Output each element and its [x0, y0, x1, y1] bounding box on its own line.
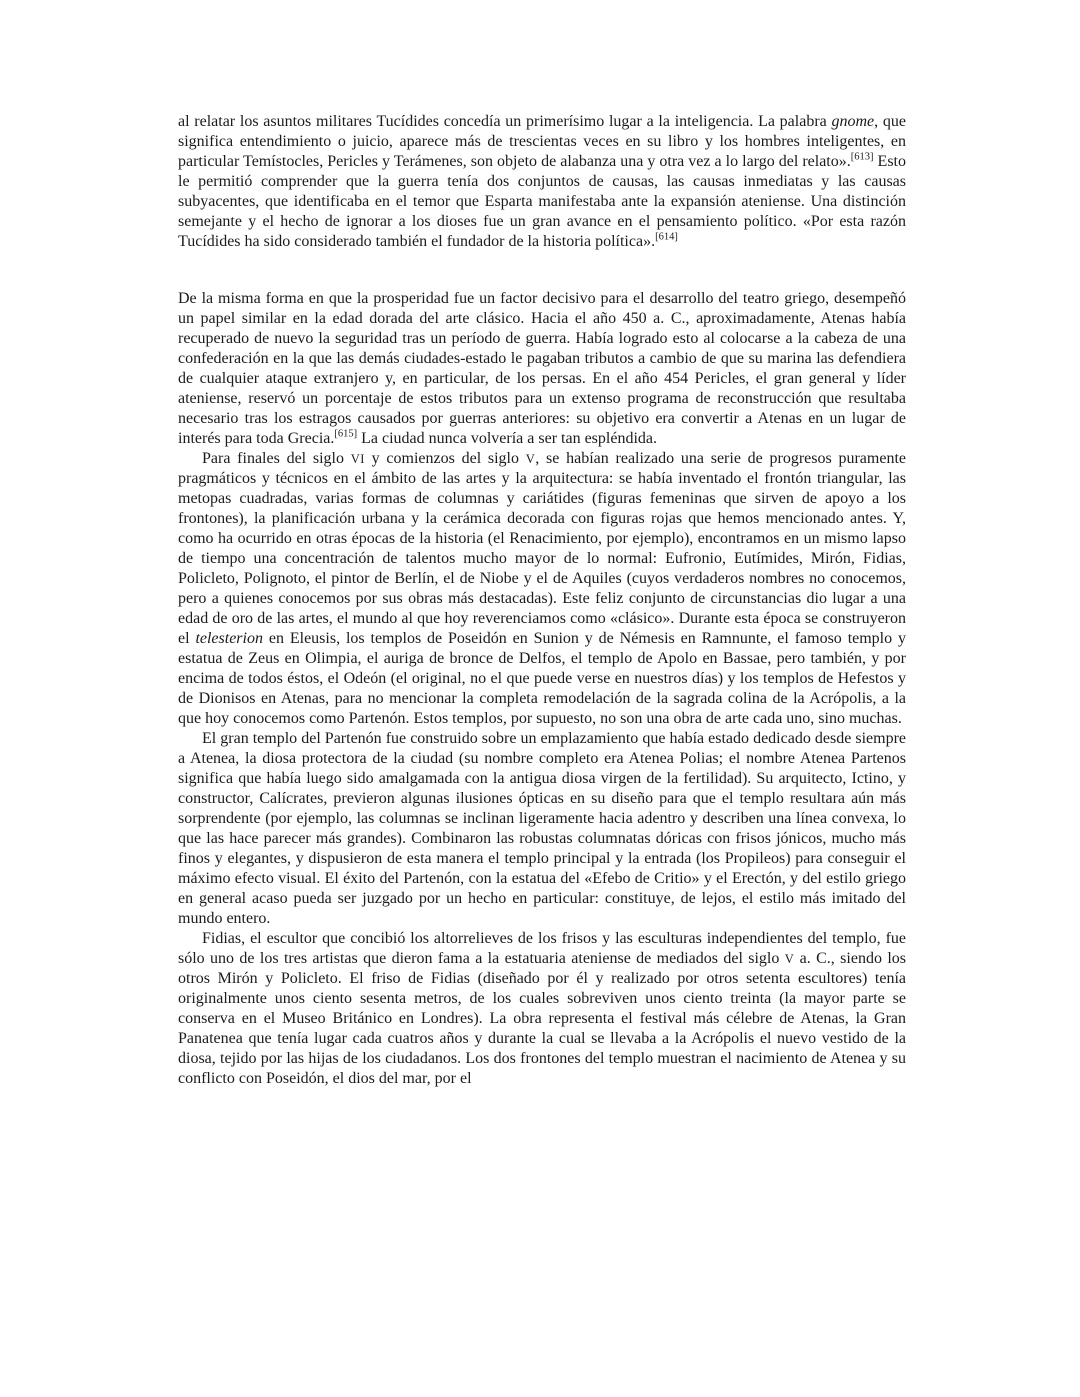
paragraph: [178, 449, 906, 729]
footnote-ref[interactable]: [615]: [334, 428, 358, 440]
footnote-ref[interactable]: [613]: [850, 151, 874, 163]
footnote-ref[interactable]: [614]: [655, 231, 678, 243]
text-run: De la misma forma en que la prosperidad fue un factor decisivo para el desarrollo del teatro griego, desempeñó un papel similar en la edad dorada del arte clásico. Hacia el año 450 a. C., aproximadamente, Atenas había recuperado de nuevo la seguridad tras un período de guerra. Había logrado esto al colocarse a la cabeza de una confederación en la que las demás ciudades-estado le pagaban tributos a cambio de que su marina las defendiera de cualquier ataque extranjero y, en particular, de los persas. En el año 454 Pericles, el gran general y líder ateniense, reservó un porcentaje de estos tributos para un extenso programa de reconstrucción que resultaba necesario tras los estragos causados por guerras anteriores: su objetivo era convertir a Atenas en un lugar de interés para toda Grecia.: [178, 290, 906, 447]
document-body: [178, 112, 906, 1089]
text-run: Fidias, el escultor que concibió los altorrelieves de los frisos y las esculturas independientes del templo, fue sólo uno de los tres artistas que dieron fama a la estatuaria ateniense de mediados del siglo: [178, 930, 906, 967]
text-run: al relatar los asuntos militares Tucídides concedía un primerísimo lugar a la inteligencia. La palabra: [178, 113, 832, 130]
text-run: , que significa entendimiento o juicio, aparece más de trescientas veces en su libro y los hombres inteligentes, en particular Temístocles, Pericles y Terámenes, son objeto de alabanza una y otra vez a lo largo del relato».: [178, 113, 906, 170]
text-run: Esto le permitió comprender que la guerra tenía dos conjuntos de causas, las causas inmediatas y las causas subyacentes, que identificaba en el temor que Esparta manifestaba ante la expansión ateniense. Una distinción semejante y el hecho de ignorar a los dioses fue un gran avance en el pensamiento político. «Por esta razón Tucídides ha sido considerado también el fundador de la historia política».: [178, 153, 906, 250]
paragraph: [178, 112, 906, 252]
roman-numeral: V: [784, 952, 795, 966]
italic-term: gnome: [831, 113, 875, 130]
text-run: , se habían realizado una serie de progresos puramente pragmáticos y técnicos en el ámbito de las artes y la arquitectura: se había inventado el frontón triangular, las metopas cuadradas, varias formas de columnas y cariátides (figuras femeninas que sirven de apoyo a los frontones), la planificación urbana y la cerámica decorada con figuras rojas que hemos mencionado antes. Y, como ha ocurrido en otras épocas de la historia (el Renacimiento, por ejemplo), encontramos en un mismo lapso de tiempo una concentración de talentos mucho mayor de lo normal: Eufronio, Eutímides, Mirón, Fidias, Policleto, Polignoto, el pintor de Berlín, el de Niobe y el de Aquiles (cuyos verdaderos nombres no conocemos, pero a quienes conocemos por sus obras más destacadas). Este feliz conjunto de circunstancias dio lugar a una edad de oro de las artes, el mundo al que hoy reverenciamos como «clásico». Durante esta época se construyeron el: [178, 450, 907, 647]
text-run: El gran templo del Partenón fue construido sobre un emplazamiento que había estado dedicado desde siempre a Atenea, la diosa protectora de la ciudad (su nombre completo era Atenea Polias; el nombre Atenea Partenos significa que había luego sido amalgamada con la antigua diosa virgen de la fertilidad). Su arquitecto, Ictino, y constructor, Calícrates, previeron algunas ilusiones ópticas en su diseño para que el templo resultara aún más sorprendente (por ejemplo, las columnas se inclinan ligeramente hacia adentro y describen una línea convexa, lo que las hace parecer más grandes). Combinaron las robustas columnatas dóricas con frisos jónicos, mucho más finos y elegantes, y dispusieron de esta manera el templo principal y la entrada (los Propileos) para conseguir el máximo efecto visual. El éxito del Partenón, con la estatua del «Efebo de Critio» y el Erectón, y del estilo griego en general acaso pueda ser juzgado por un hecho en particular: constituye, de lejos, el estilo más imitado del mundo entero.: [178, 730, 906, 927]
text-run: La ciudad nunca volvería a ser tan espléndida.: [357, 430, 657, 447]
text-run: en Eleusis, los templos de Poseidón en Sunion y de Némesis en Ramnunte, el famoso templo y estatua de Zeus en Olimpia, el auriga de bronce de Delfos, el templo de Apolo en Bassae, pero también, y por encima de todos éstos, el Odeón (el original, no el que puede verse en nuestros días) y los templos de Hefestos y de Dionisos en Atenas, para no mencionar la completa remodelación de la sagrada colina de la Acrópolis, a la que hoy conocemos como Partenón. Estos templos, por supuesto, no son una obra de arte cada uno, sino muchas.: [178, 630, 907, 727]
roman-numeral: VI: [350, 452, 365, 466]
paragraph: [178, 289, 906, 449]
paragraph: [178, 729, 906, 929]
italic-term: telesterion: [195, 630, 263, 647]
roman-numeral: V: [525, 452, 536, 466]
text-run: a. C., siendo los otros Mirón y Policleto. El friso de Fidias (diseñado por él y realizado por otros setenta escultores) tenía originalmente unos ciento sesenta metros, de los cuales sobreviven unos ciento treinta (la mayor parte se conserva en el Museo Británico en Londres). La obra representa el festival más célebre de Atenas, la Gran Panatenea que tenía lugar cada cuatros años y durante la cual se llevaba a la Acrópolis el nuevo vestido de la diosa, tejido por las hijas de los ciudadanos. Los dos frontones del templo muestran el nacimiento de Atenea y su conflicto con Poseidón, el dios del mar, por el: [178, 950, 906, 1087]
paragraph: [178, 929, 906, 1089]
text-run: Para finales del siglo: [202, 450, 351, 467]
text-run: y comienzos del siglo: [364, 450, 526, 467]
